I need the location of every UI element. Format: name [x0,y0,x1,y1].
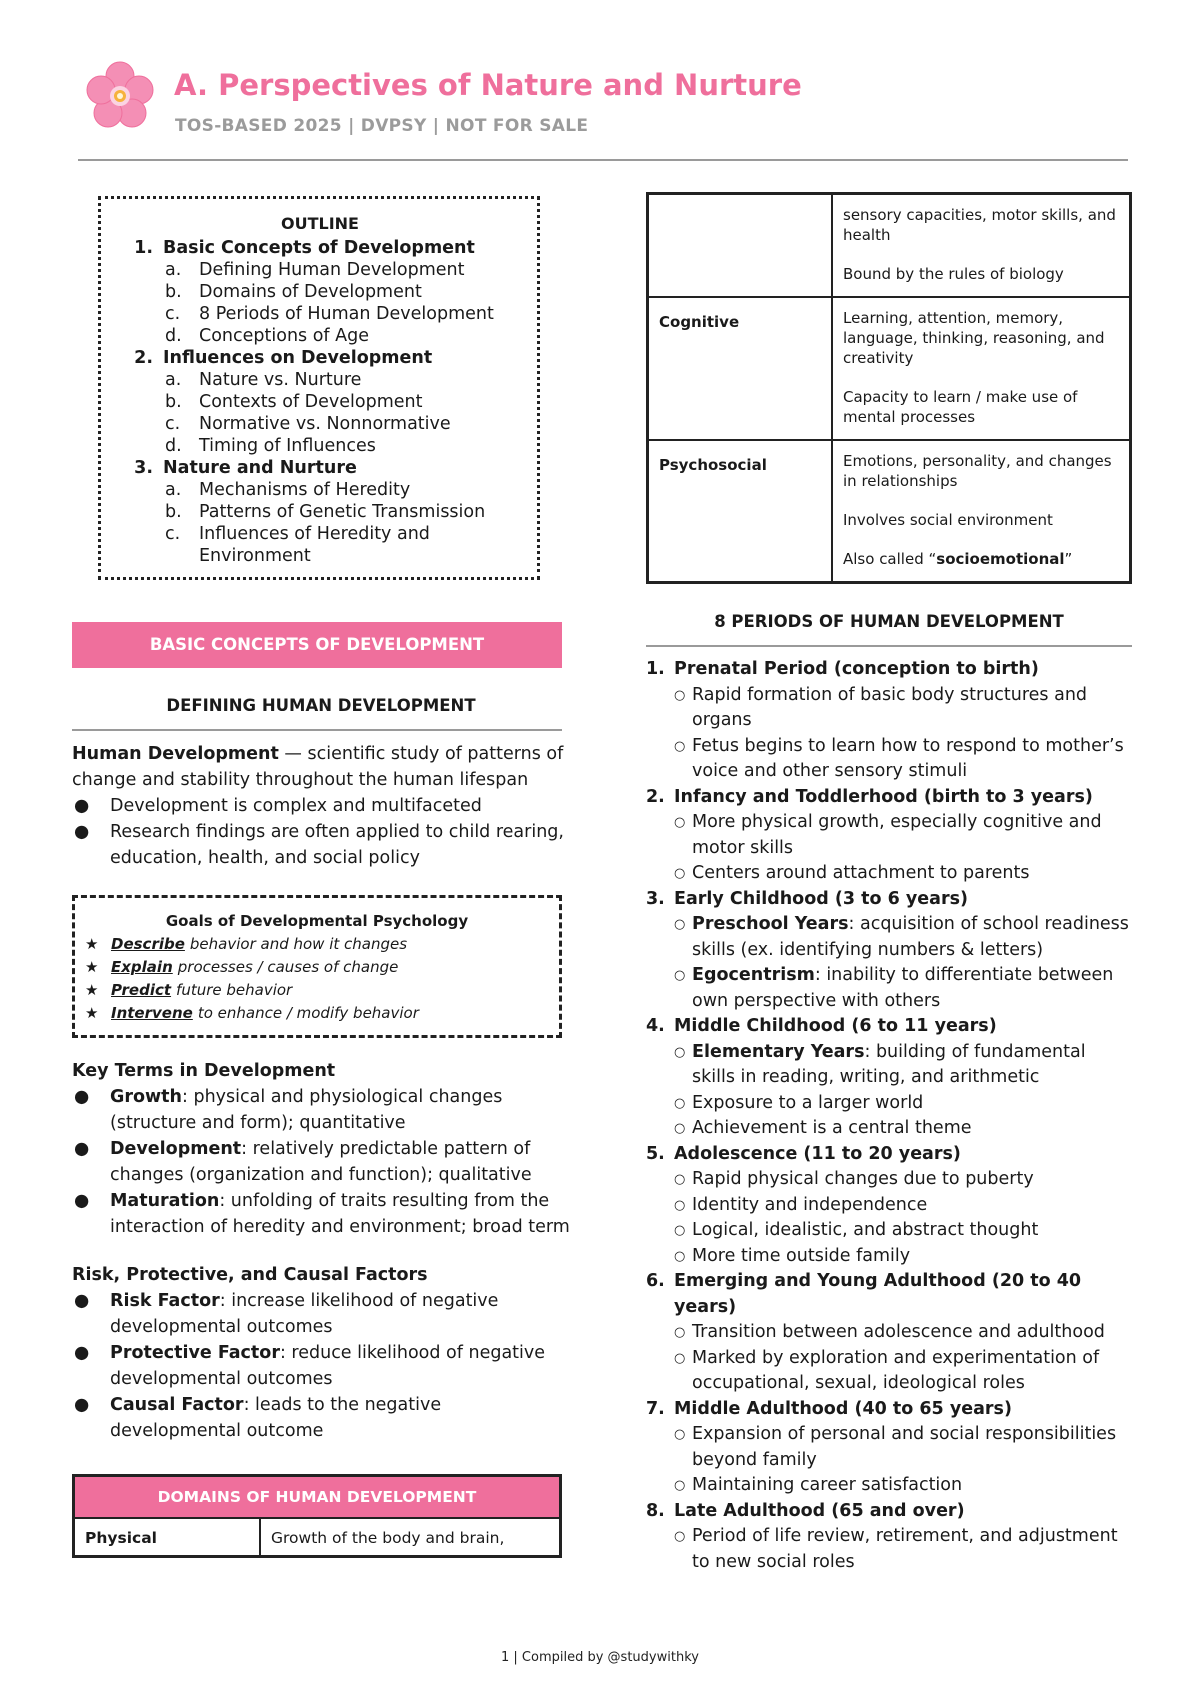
period-subitem [646,1091,1132,1117]
domain-label-cognitive: Cognitive [649,298,833,439]
term: Protective Factor [110,1343,280,1363]
period-number: 5. [646,1143,665,1164]
circle-bullet-icon: ○ [674,917,686,932]
outline-subitem [115,281,525,303]
period-subitem-desc: More physical growth, especially cognitive and motor skills [692,812,1102,858]
circle-bullet-icon: ○ [674,1427,686,1442]
outline-letter: b. [165,502,182,522]
outline-subitem-label: Nature vs. Nurture [199,370,362,390]
bullet-icon: ● [74,1087,90,1107]
list-item-text [110,1136,570,1188]
period-subitem-text [692,1091,923,1117]
period-label: Adolescence (11 to 20 years) [674,1143,961,1164]
period-subitem-desc: Exposure to a larger world [692,1092,924,1113]
list-item-text: Research findings are often applied to child rearing, education, health, and social policy [110,822,564,868]
period-subitem-desc: Maintaining career satisfaction [692,1475,963,1495]
period-subitem-text [692,912,1132,963]
list-item [72,819,570,871]
period-subitem-desc: Centers around attachment to parents [692,863,1030,883]
header-divider [78,159,1128,161]
term: Causal Factor [110,1395,244,1415]
outline-letter: d. [165,326,182,346]
period-subitem [646,912,1132,963]
outline-letter: b. [165,392,182,412]
period-subitem-text [692,683,1132,734]
period-subitem-desc: : acquisition of school readiness skills (ex. identifying numbers & letters) [692,914,1129,960]
outline-letter: b. [165,282,182,302]
circle-bullet-icon: ○ [674,1350,686,1366]
period-subitem-text [692,1193,927,1219]
period-subitem-text [692,1346,1132,1397]
also-called-suffix: ” [1064,550,1073,568]
outline-letter: d. [165,436,182,456]
page-title: A. Perspectives of Nature and Nurture [174,68,802,102]
heading-8-periods: 8 PERIODS OF HUMAN DEVELOPMENT [714,612,1064,631]
key-terms-list [72,1084,570,1240]
outline-subitem-label: Domains of Development [199,282,422,302]
term-definition: : unfolding of traits resulting from the interaction of heredity and environment; broad term [110,1191,570,1237]
list-item-text: Development is complex and multifaceted [110,796,482,816]
term: Risk Factor [110,1291,220,1311]
cell-line [843,549,1119,569]
cell-line: Capacity to learn / make use of mental processes [843,388,1078,426]
list-item [72,1084,570,1136]
period-subitem-text [692,1167,1034,1193]
period-subitem-text [692,1244,910,1270]
cell-line: Learning, attention, memory, language, thinking, reasoning, and creativity [843,309,1105,367]
period-subitem [646,1422,1132,1473]
outline-subitem-label: Normative vs. Nonnormative [199,414,451,434]
period-subitem-text [692,1116,972,1142]
bullet-icon: ● [74,1343,90,1363]
circle-bullet-icon: ○ [674,738,686,754]
period-subitem-desc: Transition between adolescence and adulthood [692,1322,1105,1342]
definition-paragraph [72,741,570,793]
term-definition: : leads to the negative developmental outcome [110,1395,442,1441]
period-subitem [646,1244,1132,1270]
also-called-term: socioemotional [936,550,1065,568]
outline-subitem-label: 8 Periods of Human Development [199,304,494,324]
goal-description: behavior and how it changes [189,935,408,953]
section-divider [646,645,1132,647]
also-called-prefix: Also called “ [843,550,937,568]
list-item [72,1340,570,1392]
period-subitem [646,1346,1132,1397]
period-subitem-desc: Period of life review, retirement, and adjustment to new social roles [692,1526,1118,1572]
period-subitem-text [692,1473,962,1499]
outline-letter: c. [165,524,181,544]
term-definition: : relatively predictable pattern of changes (organization and function); qualitative [110,1139,532,1185]
cell-line: sensory capacities, motor skills, and health [843,206,1116,244]
period-subitem-text [692,1320,1105,1346]
page-footer: 1 | Compiled by @studywithky [501,1650,699,1665]
section-banner-basic-concepts: BASIC CONCEPTS OF DEVELOPMENT [72,622,562,668]
cell-line: Emotions, personality, and changes in relationships [843,452,1112,490]
list-item [72,1136,570,1188]
domains-table-continued [646,192,1132,584]
bullet-icon: ● [74,796,90,816]
circle-bullet-icon: ○ [674,1478,686,1493]
period-label: Early Childhood (3 to 6 years) [674,888,968,909]
period-item [646,1269,1132,1320]
circle-bullet-icon: ○ [674,1121,686,1136]
definition-text: — scientific study of patterns of change and stability throughout the human lifespan [72,744,564,790]
period-subitem-desc: Logical, idealistic, and abstract thought [692,1220,1039,1240]
outline-subitem [115,523,525,567]
period-item [646,1397,1132,1423]
outline-letter: c. [165,414,181,434]
outline-title: OUTLINE [281,214,359,233]
outline-letter: a. [165,370,182,390]
goal-item [85,1002,549,1025]
period-subitem [646,810,1132,861]
period-subitem-desc: : inability to differentiate between own perspective with others [692,965,1114,1011]
list-item-text [110,1392,570,1444]
outline-subitem [115,391,525,413]
outline-subitem-label: Timing of Influences [199,436,376,456]
term-definition: : physical and physiological changes (structure and form); quantitative [110,1087,503,1133]
page-subtitle: TOS-BASED 2025 | DVPSY | NOT FOR SALE [175,116,589,136]
period-label: Infancy and Toddlerhood (birth to 3 years) [674,786,1093,807]
page-header [84,60,1134,160]
outline-letter: a. [165,260,182,280]
goal-description: future behavior [176,981,293,999]
outline-number: 2. [134,348,153,368]
goal-text [111,956,398,979]
outline-box [98,196,540,580]
period-label: Middle Adulthood (40 to 65 years) [674,1398,1012,1419]
period-subitem-term: Egocentrism [692,965,815,985]
goal-keyword: Describe [111,935,185,953]
outline-subitem [115,501,525,523]
key-terms-heading: Key Terms in Development [72,1061,336,1081]
period-subitem-term: Preschool Years [692,914,849,934]
domain-label-psychosocial: Psychosocial [649,441,833,581]
period-subitem-desc: Identity and independence [692,1194,928,1215]
term: Development [110,1139,242,1159]
outline-label: Influences on Development [163,348,433,368]
goal-item [85,956,549,979]
goals-list [85,933,549,1025]
list-item-text [110,1084,570,1136]
goal-keyword: Predict [111,981,172,999]
table-row [649,439,1129,581]
period-item [646,887,1132,913]
outline-subitem [115,259,525,281]
circle-bullet-icon: ○ [674,687,686,703]
term-definition: : increase likelihood of negative developmental outcomes [110,1291,499,1337]
circle-bullet-icon: ○ [674,1044,686,1060]
period-subitem-text [692,1040,1132,1091]
periods-list [646,657,1132,1575]
goal-item [85,979,549,1002]
circle-bullet-icon: ○ [674,1095,686,1111]
period-subitem [646,734,1132,785]
period-item [646,657,1132,683]
period-subitem-text [692,1218,1038,1244]
bullet-icon: ● [74,1291,90,1311]
table-row [649,195,1129,296]
period-item [646,785,1132,811]
circle-bullet-icon: ○ [674,1172,686,1187]
domain-label-physical: Physical [75,1519,261,1555]
bullet-icon: ● [74,1395,90,1415]
period-subitem [646,1167,1132,1193]
period-subitem-desc: Fetus begins to learn how to respond to mother’s voice and other sensory stimuli [692,735,1124,781]
goal-keyword: Intervene [111,1004,193,1022]
section-divider [72,729,562,731]
list-item [72,1288,570,1340]
star-icon: ★ [85,958,99,976]
domain-text-psychosocial [833,441,1129,581]
goal-item [85,933,549,956]
period-number: 8. [646,1500,665,1521]
period-subitem-desc: Achievement is a central theme [692,1118,972,1138]
outline-subitem [115,435,525,457]
domains-banner: DOMAINS OF HUMAN DEVELOPMENT [75,1477,559,1519]
outline-item [115,237,525,259]
domain-text-physical: Growth of the body and brain, [271,1529,505,1547]
domain-label-empty [649,195,833,296]
circle-bullet-icon: ○ [674,866,686,881]
domain-text-cognitive [833,298,1129,439]
period-subitem [646,1116,1132,1142]
period-subitem-text [692,1524,1132,1575]
circle-bullet-icon: ○ [674,1197,686,1213]
star-icon: ★ [85,1004,99,1022]
period-subitem-text [692,734,1132,785]
outline-number: 3. [134,458,153,478]
cell-line: Involves social environment [843,511,1053,529]
star-icon: ★ [85,981,99,999]
circle-bullet-icon: ○ [674,815,686,830]
period-subitem-text [692,810,1132,861]
goal-keyword: Explain [111,958,173,976]
outline-subitem [115,479,525,501]
period-label: Late Adulthood (65 and over) [674,1500,965,1521]
list-item-text [110,1188,570,1240]
circle-bullet-icon: ○ [674,968,686,983]
domain-text-physical-cont [833,195,1129,296]
goal-text [111,1002,419,1025]
period-subitem-desc: : building of fundamental skills in reading, writing, and arithmetic [692,1041,1086,1087]
period-subitem [646,1193,1132,1219]
outline-subitem [115,413,525,435]
period-number: 7. [646,1398,665,1419]
heading-defining-human-development: DEFINING HUMAN DEVELOPMENT [166,696,476,715]
outline-number: 1. [134,238,153,258]
outline-label: Nature and Nurture [163,458,357,478]
goals-box [72,895,562,1038]
period-label: Emerging and Young Adulthood (20 to 40 years) [674,1271,1082,1317]
period-subitem [646,1473,1132,1499]
star-icon: ★ [85,935,99,953]
outline-item [115,457,525,479]
left-column [72,196,570,1558]
table-row [649,296,1129,439]
circle-bullet-icon: ○ [674,1529,686,1544]
outline-subitem-label: Influences of Heredity and Environment [199,524,430,566]
period-subitem [646,1040,1132,1091]
table-row [75,1519,559,1555]
goal-description: to enhance / modify behavior [197,1004,419,1022]
list-item [72,1188,570,1240]
goal-text [111,933,407,956]
period-subitem [646,683,1132,734]
outline-subitem [115,325,525,347]
period-subitem-text [692,963,1132,1014]
cell-line: Bound by the rules of biology [843,265,1064,283]
period-item [646,1142,1132,1168]
outline-item [115,347,525,369]
period-label: Middle Childhood (6 to 11 years) [674,1016,997,1036]
definition-term: Human Development [72,744,279,764]
list-item-text [110,1288,570,1340]
outline-list [115,237,525,567]
period-subitem-desc: Rapid formation of basic body structures and organs [692,684,1088,730]
factors-heading: Risk, Protective, and Causal Factors [72,1265,428,1285]
period-subitem-desc: More time outside family [692,1245,911,1266]
period-subitem [646,963,1132,1014]
term: Maturation [110,1191,220,1211]
period-number: 6. [646,1271,665,1291]
outline-subitem [115,303,525,325]
circle-bullet-icon: ○ [674,1223,686,1238]
term: Growth [110,1087,183,1107]
period-number: 1. [646,659,665,679]
right-column [646,192,1132,1575]
outline-subitem-label: Patterns of Genetic Transmission [199,502,486,522]
period-subitem [646,1524,1132,1575]
list-item [72,1392,570,1444]
period-item [646,1499,1132,1525]
pink-flower-icon [84,60,156,132]
domains-table [72,1474,562,1558]
period-subitem-text [692,1422,1132,1473]
period-number: 2. [646,786,665,807]
period-label: Prenatal Period (conception to birth) [674,659,1039,679]
period-subitem [646,861,1132,887]
period-number: 3. [646,888,665,909]
bullet-icon: ● [74,1139,90,1159]
outline-subitem [115,369,525,391]
outline-letter: c. [165,304,181,324]
outline-subitem-label: Defining Human Development [199,260,465,280]
period-subitem [646,1320,1132,1346]
outline-label: Basic Concepts of Development [163,238,475,258]
list-item-text [110,1340,570,1392]
goal-text [111,979,292,1002]
goal-description: processes / causes of change [177,958,399,976]
term-definition: : reduce likelihood of negative developmental outcomes [110,1343,546,1389]
outline-subitem-label: Conceptions of Age [199,326,369,346]
period-subitem-text [692,861,1030,887]
outline-subitem-label: Mechanisms of Heredity [199,480,411,500]
goals-title: Goals of Developmental Psychology [165,912,469,930]
period-subitem-term: Elementary Years [692,1041,865,1062]
outline-letter: a. [165,480,182,500]
factors-list [72,1288,570,1444]
period-subitem [646,1218,1132,1244]
circle-bullet-icon: ○ [674,1248,686,1264]
bullet-icon: ● [74,822,90,842]
outline-subitem-label: Contexts of Development [199,392,423,412]
period-subitem-desc: Marked by exploration and experimentation of occupational, sexual, ideological roles [692,1347,1100,1393]
list-item [72,793,570,819]
circle-bullet-icon: ○ [674,1325,686,1340]
bullet-icon: ● [74,1191,90,1211]
period-item [646,1014,1132,1040]
period-subitem-desc: Expansion of personal and social responsibilities beyond family [692,1424,1117,1470]
period-subitem-desc: Rapid physical changes due to puberty [692,1169,1034,1189]
period-number: 4. [646,1016,665,1036]
